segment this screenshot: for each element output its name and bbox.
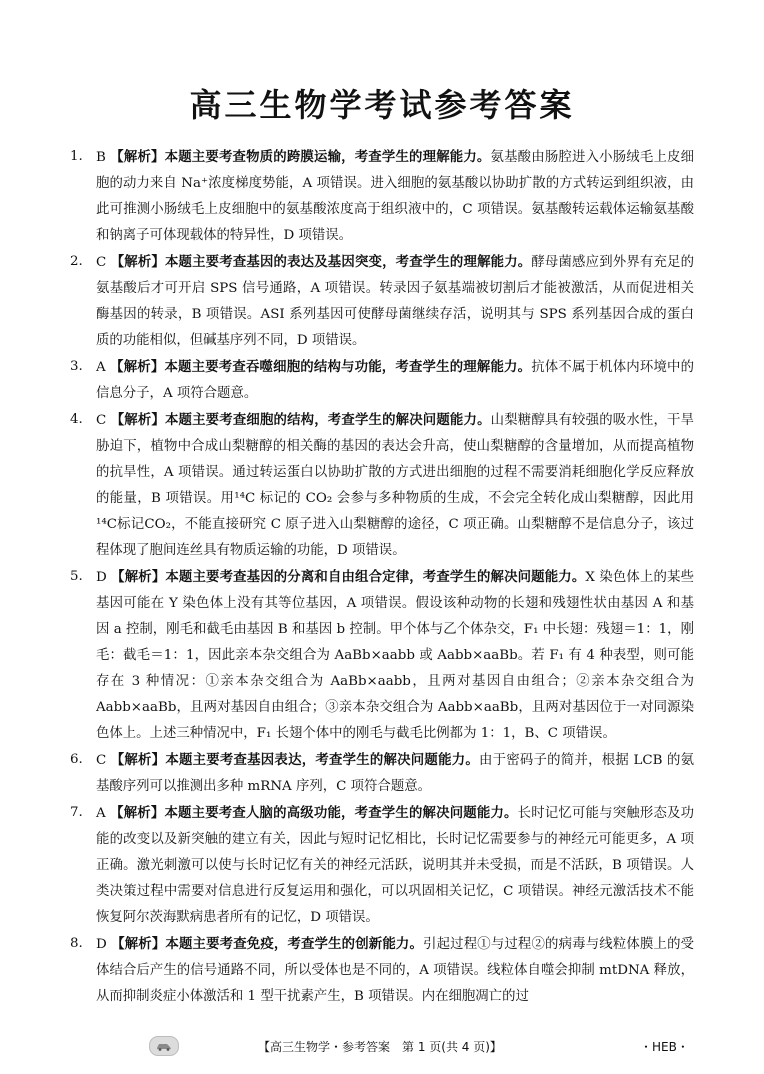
- answer-number: 3.: [70, 359, 83, 374]
- answer-choice: C: [96, 255, 107, 270]
- footer-page-info: 【高三生物学・参考答案 第 1 页(共 4 页)】: [258, 1040, 502, 1054]
- page-footer: [0, 1036, 764, 1060]
- answer-item: [70, 931, 695, 1010]
- answer-body: 引起过程①与过程②的病毒与线粒体膜上的受体结合后产生的信号通路不同，所以受体也是不同的，A 项错误。线粒体自噬会抑制 mtDNA 释放，从而抑制炎症小体激活和 1 型干扰素产生，B 项错误。内在细胞凋亡的过: [96, 937, 695, 1004]
- analysis-tag: 【解析】: [110, 752, 166, 768]
- answer-lead: 本题主要考查人脑的高级功能，考查学生的解决问题能力。: [164, 805, 518, 821]
- analysis-tag: 【解析】: [111, 569, 166, 585]
- answer-lead: 本题主要考查吞噬细胞的结构与功能，考查学生的理解能力。: [164, 359, 532, 375]
- analysis-tag: 【解析】: [110, 254, 165, 270]
- answer-lead: 本题主要考查免疫，考查学生的创新能力。: [165, 936, 424, 952]
- answer-body: X 染色体上的某些基因可能在 Y 染色体上没有其等位基因，A 项错误。假设该种动物的长翅和残翅性状由基因 A 和基因 a 控制，刚毛和截毛由基因 B 和基因 b 控制。甲个体与乙个体杂交，F₁ 中长翅：残翅＝1：1，刚毛：截毛＝1：1，因此亲本杂交组合为 AaBb×aabb 或 Aabb×aaBb。若 F₁ 有 4 种表型，则可能存在 3 种情况：①亲本杂交组合为 AaBb×aabb，且两对基因自由组合；②亲本杂交组合为 Aabb×aaBb，且两对基因自由组合；③亲本杂交组合为 Aabb×aaBb，且两对基因位于一对同源染色体上。上述三种情况中，F₁ 长翅个体中的刚毛与截毛比例都为 1：1，B、C 项错误。: [96, 570, 695, 741]
- answer-number: 8.: [70, 936, 83, 951]
- answer-body: 由于密码子的简并，根据 LCB 的氨基酸序列可以推测出多种 mRNA 序列，C 项符合题意。: [96, 753, 695, 794]
- page-title: 高三生物学考试参考答案: [189, 86, 575, 124]
- answer-choice: D: [96, 937, 107, 952]
- logo-icon: [149, 1036, 179, 1056]
- footer-code: ・HEB・: [640, 1040, 689, 1054]
- answer-lead: 本题主要考查基因的分离和自由组合定律，考查学生的解决问题能力。: [165, 569, 586, 585]
- answer-list: [70, 144, 695, 1010]
- answer-choice: A: [96, 806, 106, 821]
- analysis-tag: 【解析】: [110, 412, 165, 428]
- answer-choice: C: [96, 413, 107, 428]
- answer-body: 氨基酸由肠腔进入小肠绒毛上皮细胞的动力来自 Na⁺浓度梯度势能，A 项错误。进入细胞的氨基酸以协助扩散的方式转运到组织液，由此可推测小肠绒毛上皮细胞中的氨基酸浓度高于组织液中的，C 项错误。氨基酸转运载体运输氨基酸和钠离子可体现载体的特异性，D 项错误。: [96, 150, 695, 243]
- answer-body: 长时记忆可能与突触形态及功能的改变以及新突触的建立有关，因此与短时记忆相比，长时记忆需要参与的神经元可能更多，A 项正确。激光刺激可以使与长时记忆有关的神经元活跃，说明其并未受损，而是不活跃，B 项错误。人类决策过程中需要对信息进行反复运用和强化，可以巩固相关记忆，C 项错误。神经元激活技术不能恢复阿尔茨海默病患者所有的记忆，D 项错误。: [96, 806, 695, 925]
- answer-number: 4.: [70, 412, 83, 427]
- answer-item: [70, 144, 695, 249]
- analysis-tag: 【解析】: [110, 149, 165, 165]
- analysis-tag: 【解析】: [111, 936, 166, 952]
- answer-number: 1.: [70, 149, 83, 164]
- answer-choice: C: [96, 753, 107, 768]
- answer-item: [70, 747, 695, 800]
- answer-item: [70, 564, 695, 747]
- answer-number: 2.: [70, 254, 83, 269]
- answer-number: 6.: [70, 752, 83, 767]
- answer-number: 7.: [70, 805, 83, 820]
- answer-choice: D: [96, 570, 107, 585]
- answer-lead: 本题主要考查基因表达，考查学生的解决问题能力。: [165, 752, 479, 768]
- answer-choice: B: [96, 150, 106, 165]
- analysis-tag: 【解析】: [110, 805, 165, 821]
- answer-lead: 本题主要考查细胞的结构，考查学生的解决问题能力。: [164, 412, 491, 428]
- answer-item: [70, 249, 694, 354]
- analysis-tag: 【解析】: [110, 359, 165, 375]
- answer-item: [70, 354, 695, 407]
- answer-item: [70, 407, 695, 564]
- answer-body: 山梨糖醇具有较强的吸水性，干旱胁迫下，植物中合成山梨糖醇的相关酶的基因的表达会升高，使山梨糖醇的含量增加，从而提高植物的抗旱性，A 项错误。通过转运蛋白以协助扩散的方式进出细胞的过程不需要消耗细胞化学反应释放的能量，B 项错误。用¹⁴C 标记的 CO₂ 会参与多种物质的生成，不会完全转化成山梨糖醇，因此用¹⁴C标记CO₂，不能直接研究 C 原子进入山梨糖醇的途径，C 项正确。山梨糖醇不是信息分子，该过程体现了胞间连丝具有物质运输的功能，D 项错误。: [96, 413, 695, 558]
- answer-body: 抗体不属于机体内环境中的信息分子，A 项符合题意。: [96, 360, 695, 401]
- answer-number: 5.: [70, 569, 83, 584]
- answer-item: [70, 800, 695, 931]
- answer-body: 酵母菌感应到外界有充足的氨基酸后才可开启 SPS 信号通路，A 项错误。转录因子氨基端被切割后才能被激活，从而促进相关酶基因的转录，B 项错误。ASI 系列基因可使酵母菌继续存活，说明其与 SPS 系列基因合成的蛋白质的功能相似，但碱基序列不同，D 项错误。: [96, 255, 694, 348]
- answer-choice: A: [96, 360, 106, 375]
- answer-lead: 本题主要考查基因的表达及基因突变，考查学生的理解能力。: [164, 254, 532, 270]
- answer-lead: 本题主要考查物质的跨膜运输，考查学生的理解能力。: [164, 149, 491, 165]
